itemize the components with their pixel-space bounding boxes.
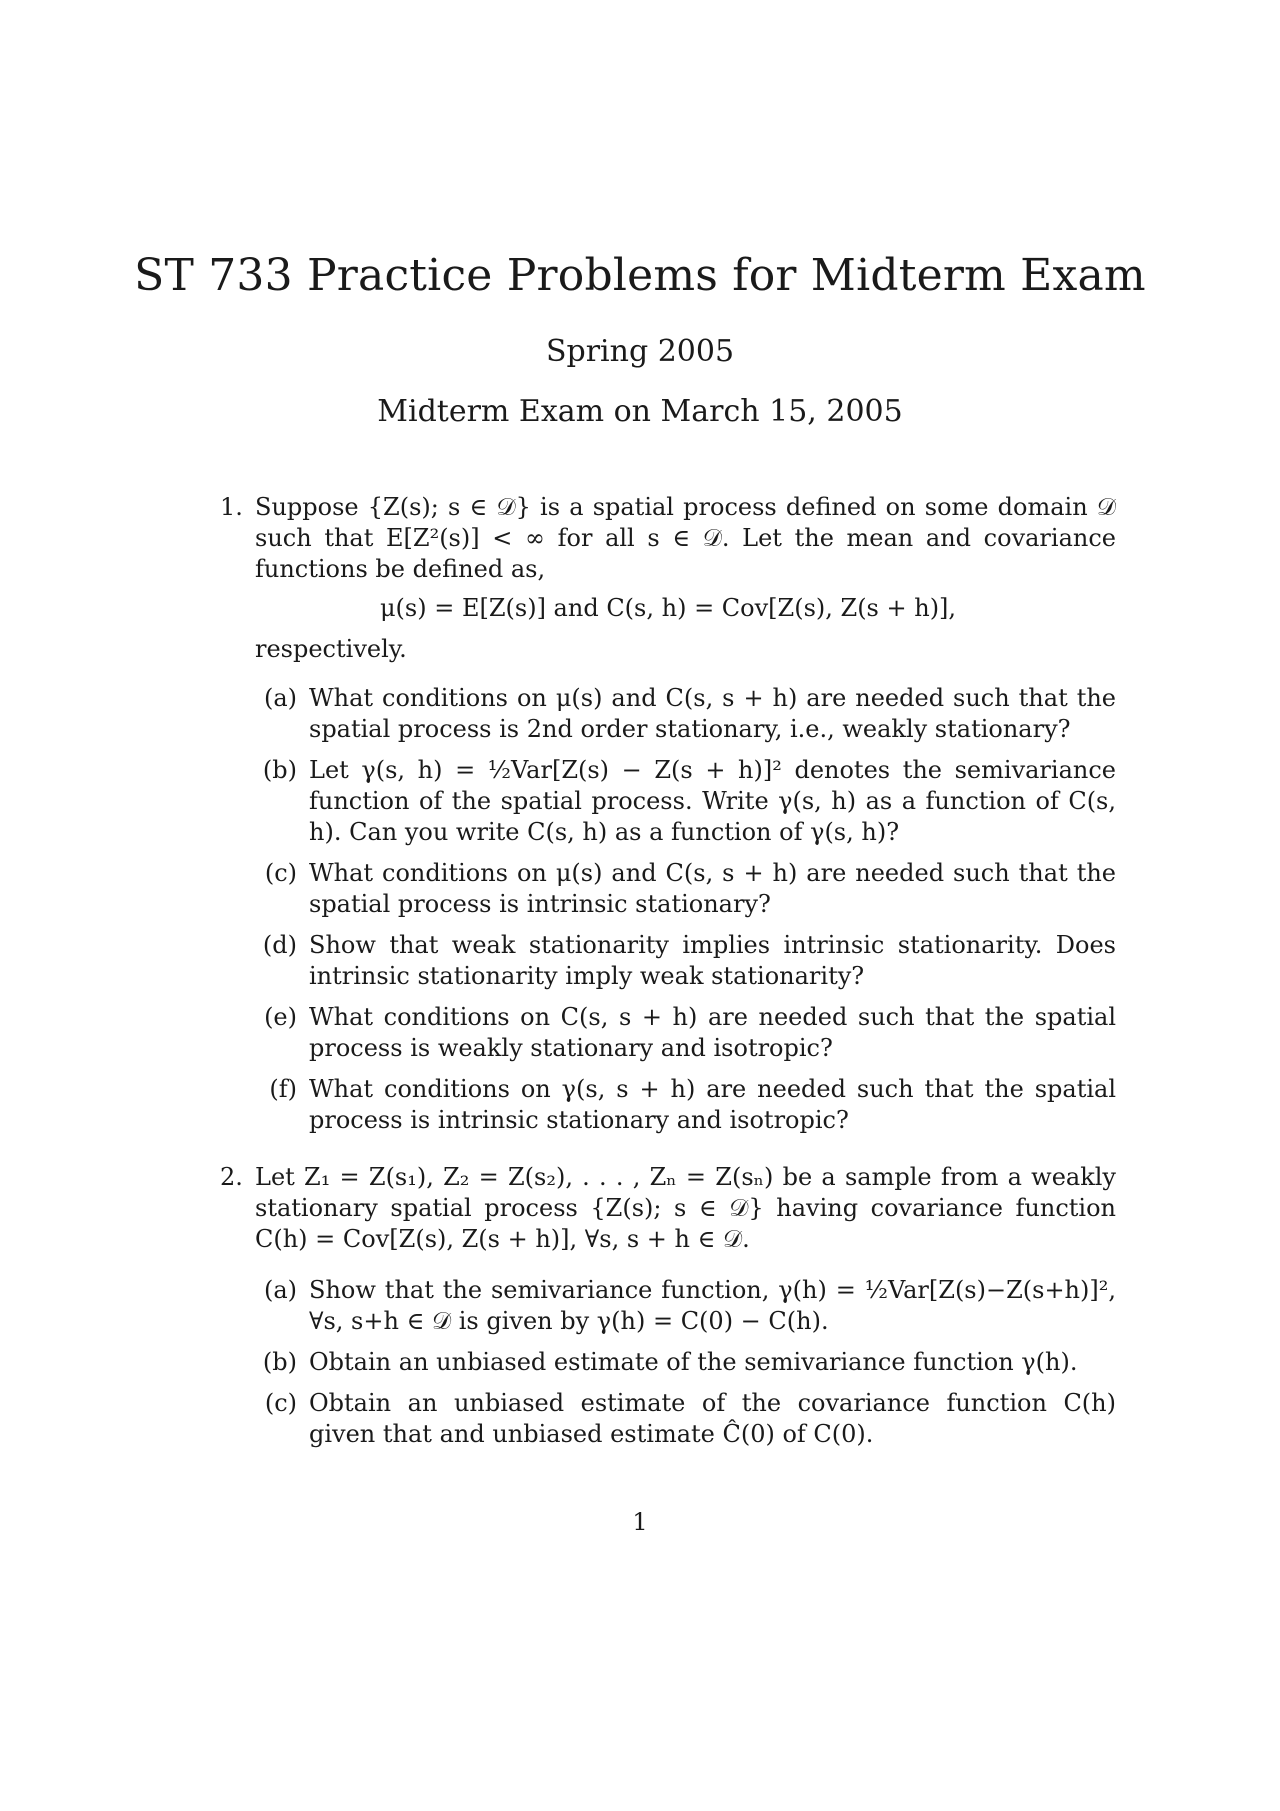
subpart-text: Let γ(s, h) = ½Var[Z(s) − Z(s + h)]² denotes the semivariance function of the spatial process. Write γ(s, h) as a function of C(s, h). Can you write C(s, h) as a function of γ(s, h)? [309,756,1116,846]
subpart-list [220,1275,1116,1450]
exam-date: Midterm Exam on March 15, 2005 [377,394,903,429]
problem-number: 2. [220,1163,243,1191]
subpart-text: What conditions on γ(s, s + h) are needed such that the spatial process is intrinsic stationary and isotropic? [309,1075,1116,1134]
subpart-text: What conditions on μ(s) and C(s, s + h) are needed such that the spatial process is intrinsic stationary? [309,859,1116,918]
subpart [255,858,1116,920]
subpart-label: (b) [262,756,297,784]
subpart-text: What conditions on μ(s) and C(s, s + h) are needed such that the spatial process is 2nd order stationary, i.e., weakly stationary? [309,684,1116,743]
problem-intro: Suppose {Z(s); s ∈ 𝒟} is a spatial process defined on some domain 𝒟 such that E[Z²(s)] < ∞ for all s ∈ 𝒟. Let the mean and covariance functions be defined as, [255,493,1116,583]
display-equation: μ(s) = E[Z(s)] and C(s, h) = Cov[Z(s), Z(s + h)], [379,594,957,622]
document-title: ST 733 Practice Problems for Midterm Exam [134,250,1146,301]
subpart [255,1347,1116,1378]
subpart-label: (d) [262,931,297,959]
subpart-label: (f) [269,1075,297,1103]
problem-text-after: respectively. [255,635,407,663]
subpart [255,1388,1116,1450]
subpart-label: (b) [262,1348,297,1376]
problem-number: 1. [220,493,243,521]
document-subtitle: Spring 2005 [545,334,735,369]
subpart [255,1275,1116,1337]
subpart-label: (c) [264,859,297,887]
subpart [255,683,1116,745]
subpart-text: Show that the semivariance function, γ(h) = ½Var[Z(s)−Z(s+h)]², ∀s, s+h ∈ 𝒟 is given by γ(h) = C(0) − C(h). [309,1276,1116,1335]
subpart [255,1074,1116,1136]
subpart [255,755,1116,848]
subpart-label: (e) [264,1003,297,1031]
subpart-text: Obtain an unbiased estimate of the covariance function C(h) given that and unbiased estimate Ĉ(0) of C(0). [309,1389,1116,1448]
subpart-list [220,683,1116,1136]
subpart-label: (c) [264,1389,297,1417]
subpart [255,930,1116,992]
problem-2 [220,1162,1116,1460]
subpart-label: (a) [263,1276,297,1304]
problem-1 [220,492,1116,1146]
subpart [255,1002,1116,1064]
page-number: 1 [632,1508,648,1536]
subpart-text: Obtain an unbiased estimate of the semivariance function γ(h). [309,1348,1078,1376]
problem-intro: Let Z₁ = Z(s₁), Z₂ = Z(s₂), . . . , Zₙ = Z(sₙ) be a sample from a weakly stationary spatial process {Z(s); s ∈ 𝒟} having covariance function C(h) = Cov[Z(s), Z(s + h)], ∀s, s + h ∈ 𝒟. [255,1163,1116,1253]
subpart-text: What conditions on C(s, s + h) are needed such that the spatial process is weakly stationary and isotropic? [309,1003,1116,1062]
subpart-text: Show that weak stationarity implies intrinsic stationarity. Does intrinsic stationarity imply weak stationarity? [309,931,1116,990]
subpart-label: (a) [263,684,297,712]
